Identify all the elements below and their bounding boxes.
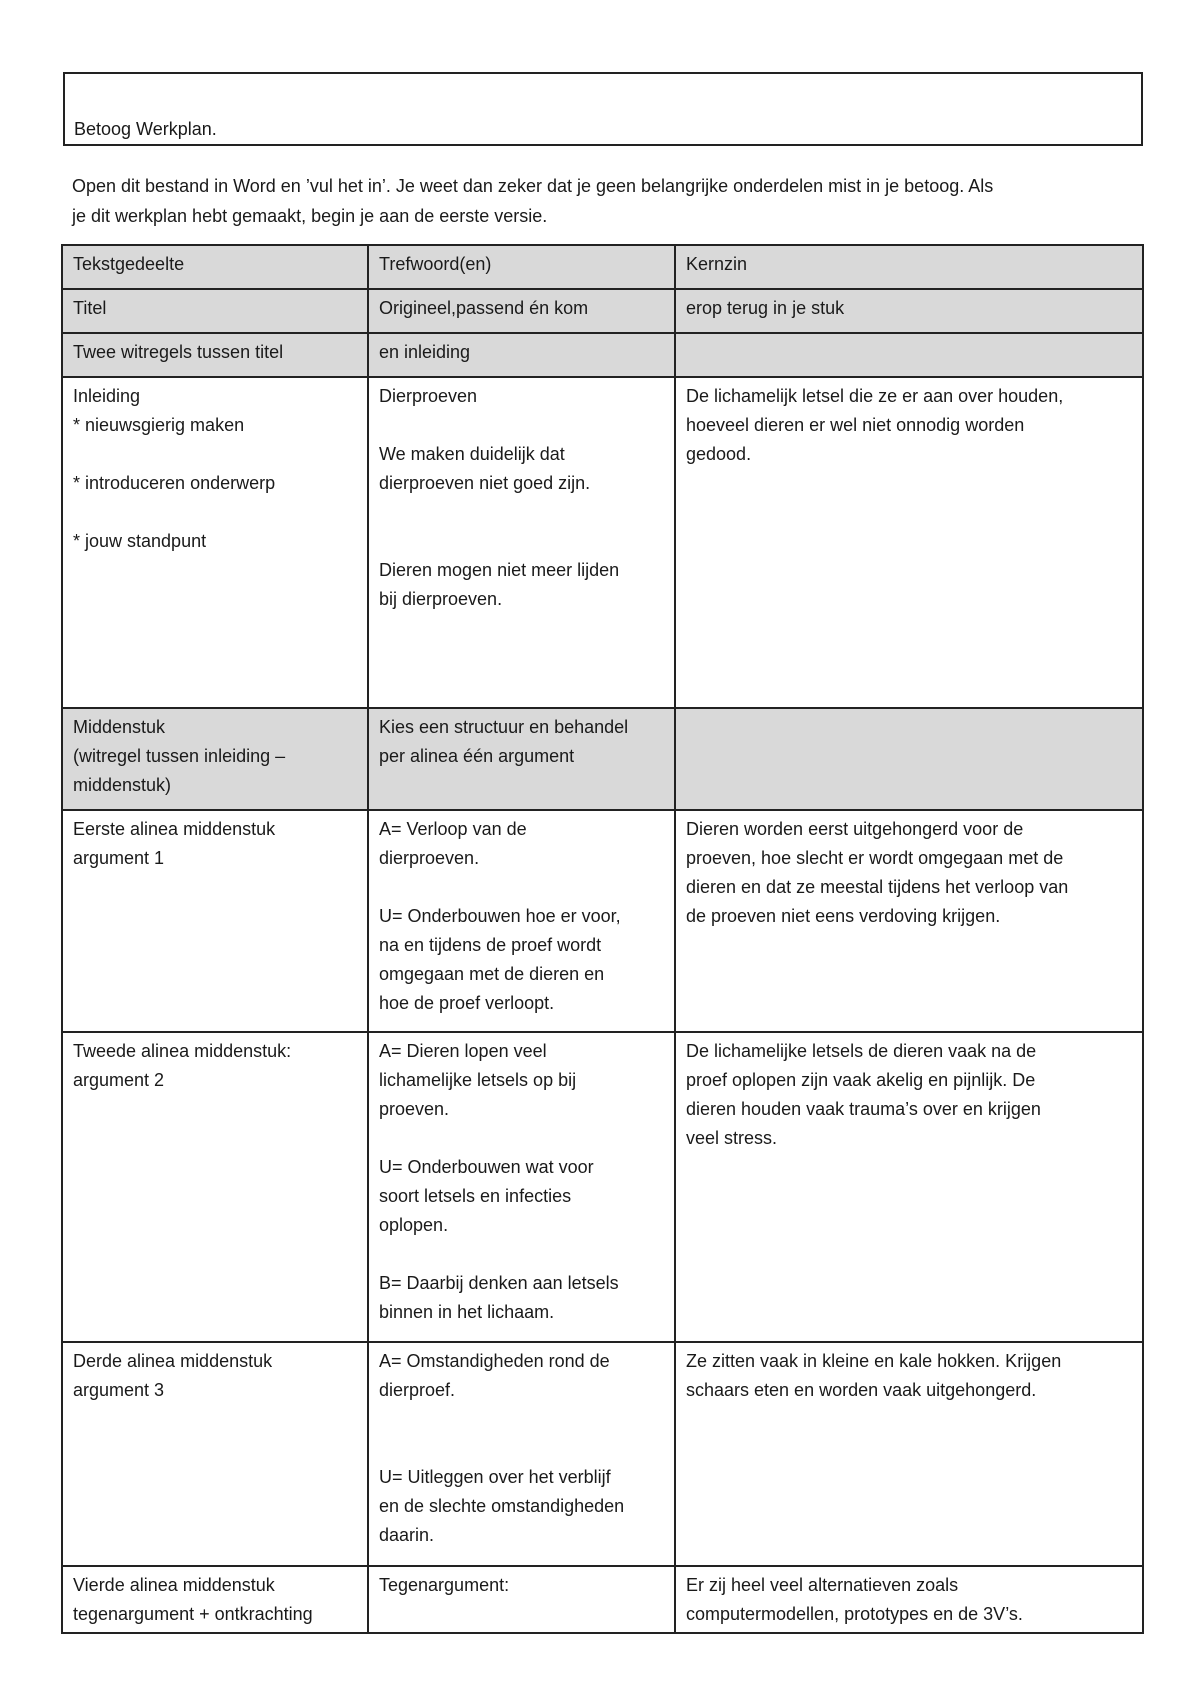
header-cell-trefwoorden — [368, 245, 675, 289]
cell-text-line: computermodellen, prototypes en de 3V’s. — [686, 1604, 1023, 1624]
cell-text-line — [73, 498, 357, 527]
table-cell — [62, 1566, 368, 1633]
cell-text-line: bij dierproeven. — [379, 589, 503, 609]
cell-text-line: proef oplopen zijn vaak akelig en pijnlijk. De — [686, 1070, 1036, 1090]
cell-text-line: A= Dieren lopen veel — [379, 1041, 547, 1061]
table-cell — [368, 1342, 675, 1566]
table-cell — [62, 810, 368, 1032]
cell-text-line: omgegaan met de dieren en — [379, 964, 605, 984]
cell-text-line: U= Uitleggen over het verblijf — [379, 1467, 611, 1487]
document-title: Betoog Werkplan. — [74, 119, 217, 139]
cell-text-line: schaars eten en worden vaak uitgehongerd. — [686, 1380, 1037, 1400]
table-cell — [62, 377, 368, 708]
cell-text-line: U= Onderbouwen hoe er voor, — [379, 906, 621, 926]
cell-text-line: De lichamelijke letsels de dieren vaak na de — [686, 1041, 1037, 1061]
cell-text-line: Ze zitten vaak in kleine en kale hokken. Krijgen — [686, 1351, 1062, 1371]
table-cell — [675, 708, 1143, 810]
cell-text-line: en inleiding — [379, 342, 471, 362]
cell-text-line: Eerste alinea middenstuk — [73, 819, 276, 839]
header-label: Kernzin — [686, 254, 748, 274]
cell-text-line: dierproef. — [379, 1380, 456, 1400]
table-cell — [62, 708, 368, 810]
cell-text-line: hoe de proef verloopt. — [379, 993, 555, 1013]
cell-text-line: Dierproeven — [379, 386, 478, 406]
cell-text-line: Origineel,passend én kom — [379, 298, 589, 318]
header-label: Tekstgedeelte — [73, 254, 185, 274]
table-cell — [62, 289, 368, 333]
cell-text-line: binnen in het lichaam. — [379, 1302, 555, 1322]
header-label: Trefwoord(en) — [379, 254, 492, 274]
cell-text-line — [379, 498, 664, 527]
cell-text-line: per alinea één argument — [379, 746, 575, 766]
cell-text-line: veel stress. — [686, 1128, 778, 1148]
table-cell — [368, 333, 675, 377]
table-cell — [368, 1032, 675, 1342]
cell-text-line: Middenstuk — [73, 717, 166, 737]
cell-text-line: (witregel tussen inleiding – — [73, 746, 286, 766]
cell-text-line: proeven. — [379, 1099, 450, 1119]
cell-text-line: gedood. — [686, 444, 752, 464]
cell-text-line: U= Onderbouwen wat voor — [379, 1157, 594, 1177]
table-row — [62, 377, 1143, 708]
cell-text-line: dierproeven niet goed zijn. — [379, 473, 591, 493]
cell-text-line: proeven, hoe slecht er wordt omgegaan met de — [686, 848, 1064, 868]
table-row — [62, 708, 1143, 810]
table-cell — [675, 289, 1143, 333]
table-row — [62, 1032, 1143, 1342]
cell-text-line — [379, 1434, 664, 1463]
cell-text-line: * nieuwsgierig maken — [73, 415, 245, 435]
table-cell — [368, 810, 675, 1032]
cell-text-line: dieren en dat ze meestal tijdens het verloop van — [686, 877, 1069, 897]
cell-text-line: de proeven niet eens verdoving krijgen. — [686, 906, 1001, 926]
table-cell — [368, 708, 675, 810]
cell-text-line: Twee witregels tussen titel — [73, 342, 284, 362]
cell-text-line: argument 1 — [73, 848, 165, 868]
cell-text-line: De lichamelijk letsel die ze er aan over houden, — [686, 386, 1064, 406]
table-header-row — [62, 245, 1143, 289]
table-cell — [675, 1566, 1143, 1633]
cell-text-line: dierproeven. — [379, 848, 480, 868]
table-cell — [368, 377, 675, 708]
cell-text-line: Dieren mogen niet meer lijden — [379, 560, 620, 580]
table-cell — [62, 1342, 368, 1566]
cell-text-line: tegenargument + ontkrachting — [73, 1604, 313, 1624]
intro-line: Open dit bestand in Word en ’vul het in’. Je weet dan zeker dat je geen belangrijke onderdelen mist in je betoog. Als — [72, 176, 994, 196]
cell-text-line: dieren houden vaak trauma’s over en krijgen — [686, 1099, 1041, 1119]
table-row — [62, 289, 1143, 333]
cell-text-line — [379, 411, 664, 440]
title-box — [63, 72, 1143, 146]
cell-text-line: * jouw standpunt — [73, 531, 207, 551]
table-cell — [62, 1032, 368, 1342]
table-cell — [675, 1032, 1143, 1342]
table-cell — [675, 810, 1143, 1032]
table-cell — [675, 1342, 1143, 1566]
cell-text-line: argument 3 — [73, 1380, 165, 1400]
table-cell — [675, 377, 1143, 708]
cell-text-line — [379, 873, 664, 902]
werkplan-table — [61, 244, 1144, 1634]
cell-text-line: en de slechte omstandigheden — [379, 1496, 625, 1516]
table-row — [62, 333, 1143, 377]
cell-text-line — [379, 1124, 664, 1153]
cell-text-line: soort letsels en infecties — [379, 1186, 572, 1206]
cell-text-line — [379, 1405, 664, 1434]
cell-text-line: Inleiding — [73, 386, 141, 406]
table-row — [62, 810, 1143, 1032]
cell-text-line: Tegenargument: — [379, 1575, 510, 1595]
table-cell — [368, 289, 675, 333]
cell-text-line: We maken duidelijk dat — [379, 444, 565, 464]
table-cell — [675, 333, 1143, 377]
cell-text-line: daarin. — [379, 1525, 435, 1545]
header-cell-tekstgedeelte — [62, 245, 368, 289]
cell-text-line: Kies een structuur en behandel — [379, 717, 629, 737]
cell-text-line — [379, 527, 664, 556]
cell-text-line: * introduceren onderwerp — [73, 473, 276, 493]
intro-line: je dit werkplan hebt gemaakt, begin je aan de eerste versie. — [72, 206, 548, 226]
header-cell-kernzin — [675, 245, 1143, 289]
cell-text-line: middenstuk) — [73, 775, 172, 795]
cell-text-line: B= Daarbij denken aan letsels — [379, 1273, 619, 1293]
cell-text-line: erop terug in je stuk — [686, 298, 845, 318]
cell-text-line: Titel — [73, 298, 107, 318]
cell-text-line: na en tijdens de proef wordt — [379, 935, 602, 955]
cell-text-line: argument 2 — [73, 1070, 165, 1090]
cell-text-line: Er zij heel veel alternatieven zoals — [686, 1575, 959, 1595]
cell-text-line: hoeveel dieren er wel niet onnodig worden — [686, 415, 1025, 435]
cell-text-line: Vierde alinea middenstuk — [73, 1575, 275, 1595]
cell-text-line — [73, 440, 357, 469]
cell-text-line: Dieren worden eerst uitgehongerd voor de — [686, 819, 1024, 839]
cell-text-line: lichamelijke letsels op bij — [379, 1070, 577, 1090]
cell-text-line: Tweede alinea middenstuk: — [73, 1041, 292, 1061]
cell-text-line — [379, 1240, 664, 1269]
table-row — [62, 1566, 1143, 1633]
cell-text-line: A= Verloop van de — [379, 819, 527, 839]
table-row — [62, 1342, 1143, 1566]
cell-text-line: A= Omstandigheden rond de — [379, 1351, 610, 1371]
table-cell — [62, 333, 368, 377]
cell-text-line: Derde alinea middenstuk — [73, 1351, 273, 1371]
cell-text-line: oplopen. — [379, 1215, 449, 1235]
intro-paragraph — [72, 171, 1132, 231]
table-cell — [368, 1566, 675, 1633]
